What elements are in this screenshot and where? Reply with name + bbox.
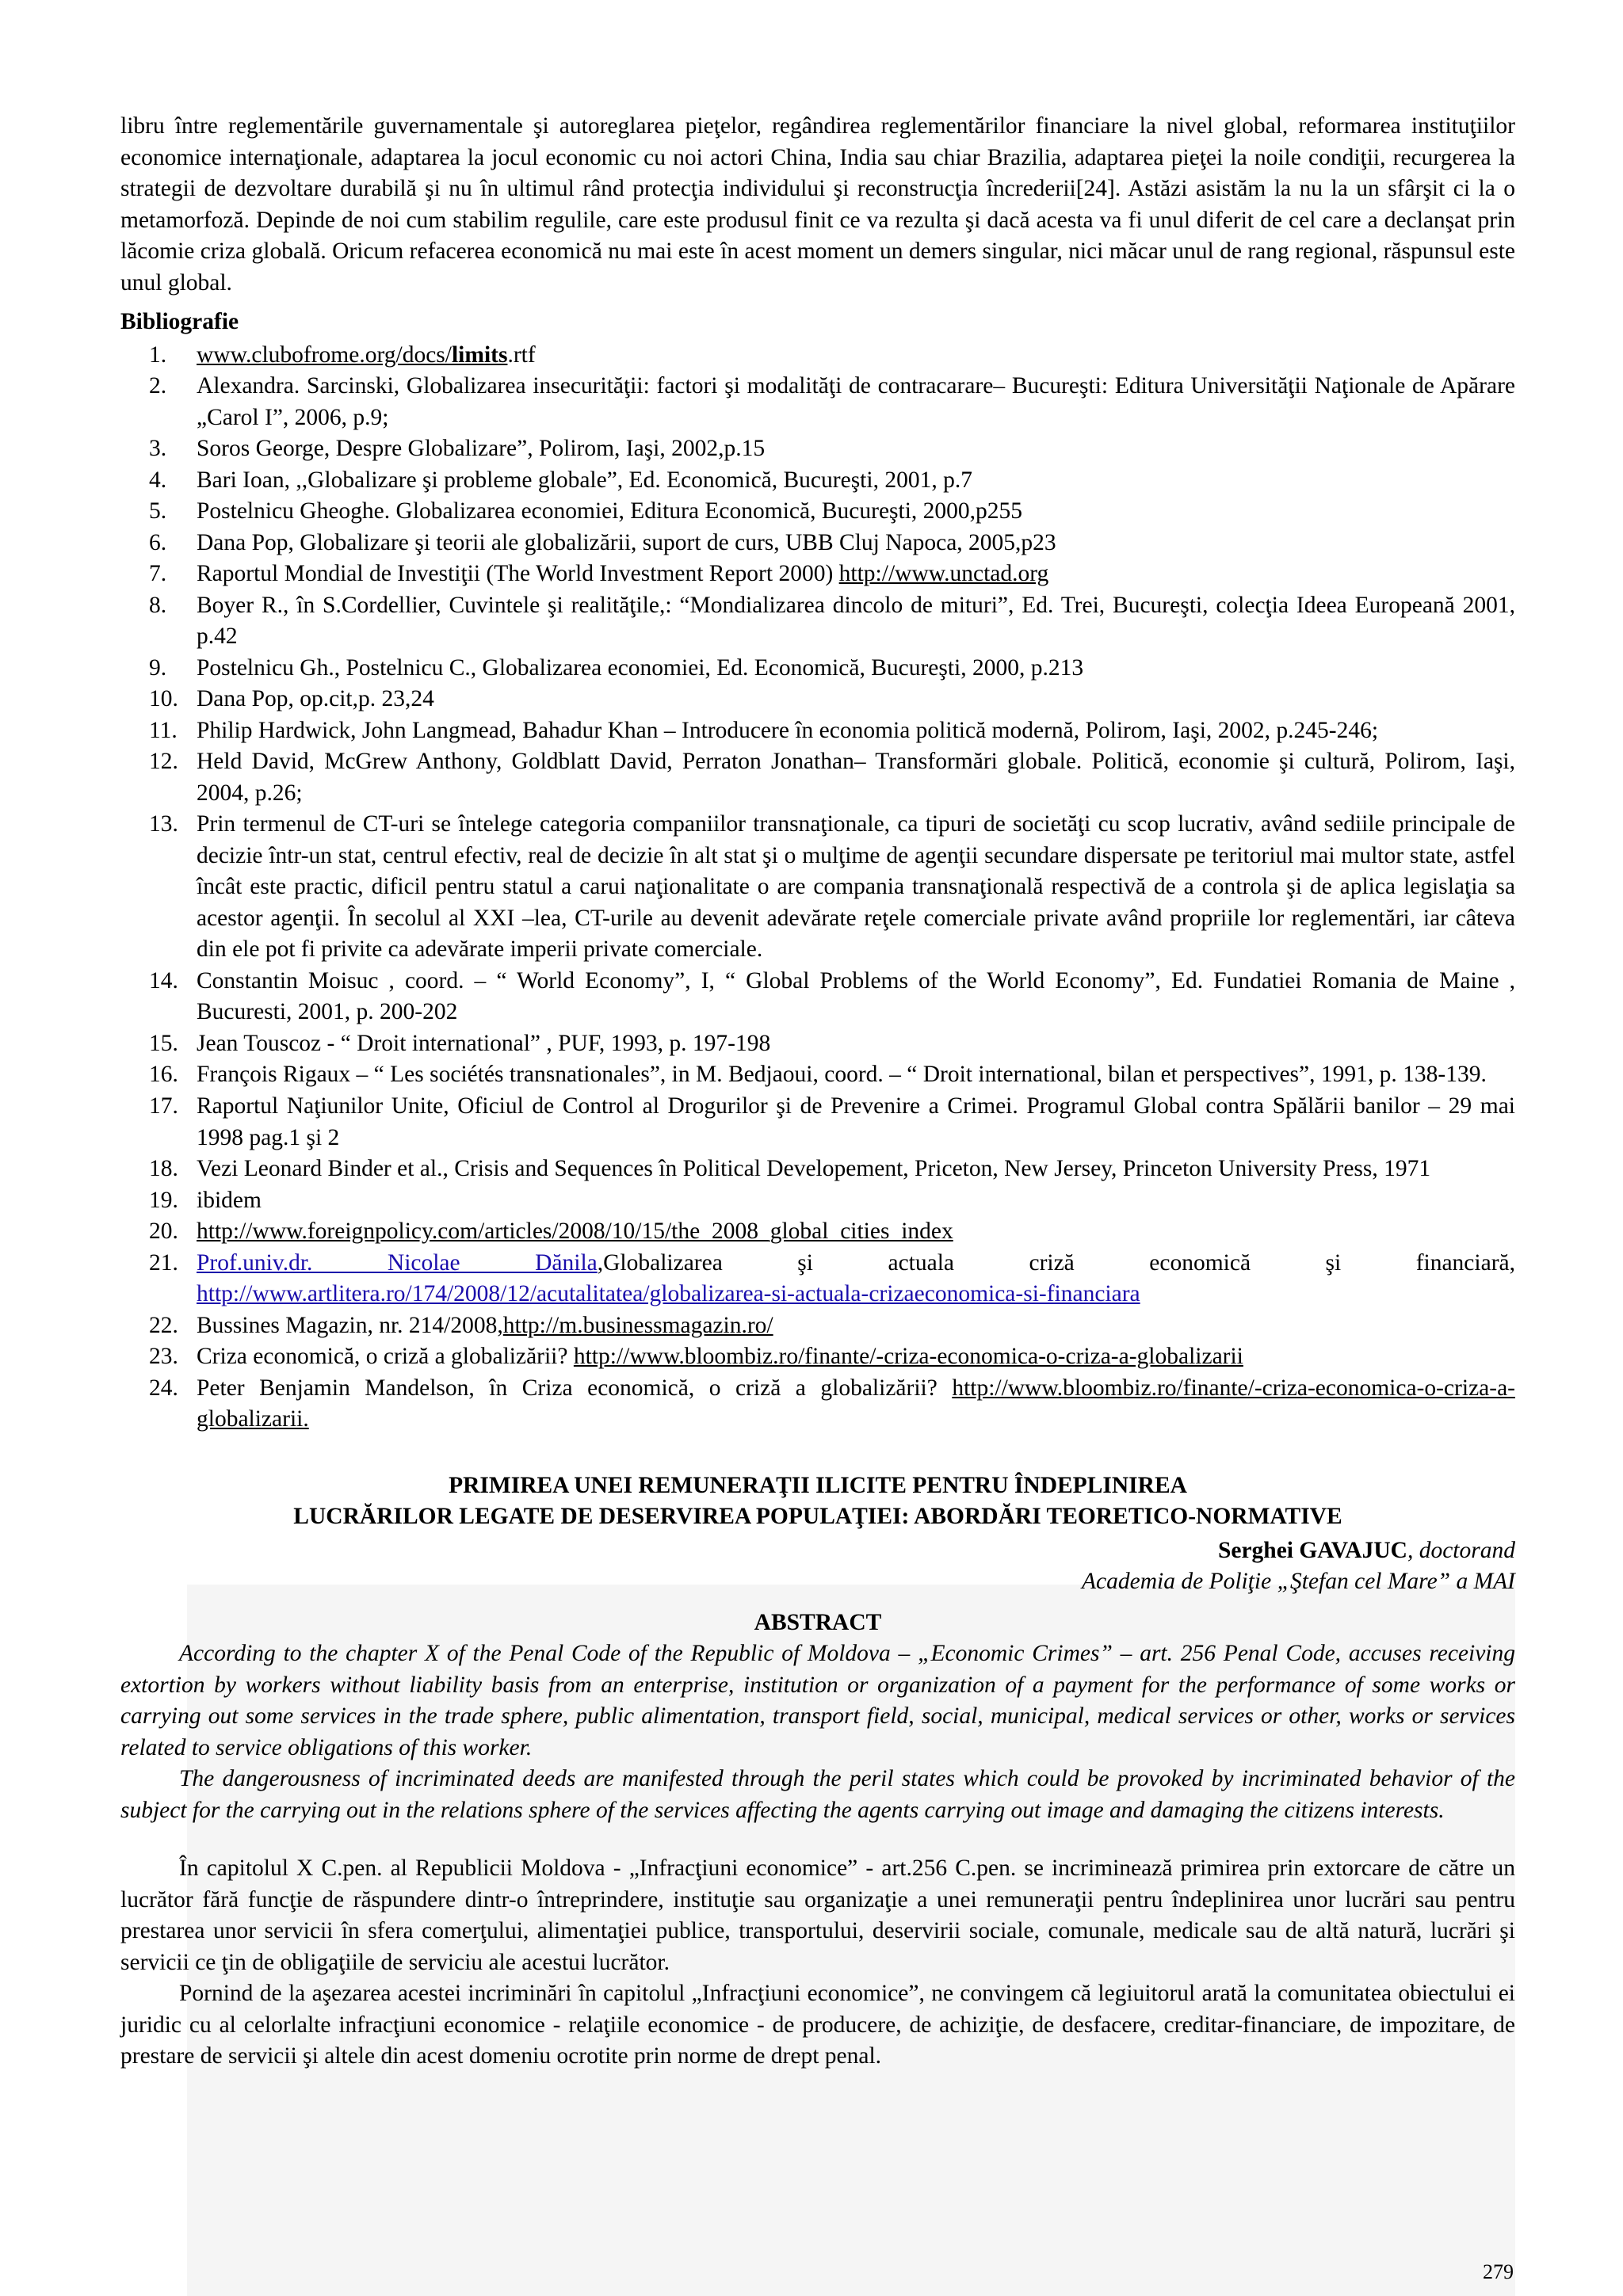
bibliography-link-tail: .rtf: [507, 341, 536, 368]
intro-paragraph: libru între reglementările guvernamentale şi autoreglarea pieţelor, regândirea reglementărilor financiare la nivel global, reformarea instituţiilor economice internaţionale, adaptarea la jocul economic cu noi actori China, India sau chiar Brazilia, adaptarea pieţei la noile condiţii, recurgerea la strategii de dezvoltare durabilă şi nu în ultimul rând protecţia individului şi reconstrucţia încrederii[24]. Astăzi asistăm la nu la un sfârşit ci la o metamorfoză. Depinde de noi cum stabilim regulile, care este produsul finit ce va rezulta şi dacă acesta va fi unul diferit de cel care a declanşat prin lăcomie criza globală. Oricum refacerea economică nu mai este în acest moment un demers singular, nici măcar unul de rang regional, răspunsul este unul global.: [120, 113, 1515, 296]
article-title-line-1: PRIMIREA UNEI REMUNERAŢII ILICITE PENTRU ÎNDEPLINIREA: [449, 1472, 1187, 1498]
author-block: [120, 1535, 1515, 1598]
bibliography-item-number: 8.: [149, 592, 167, 618]
bibliography-link-part: limits: [451, 341, 508, 368]
bibliography-text: Dana Pop, Globalizare şi teorii ale globalizării, suport de curs, UBB Cluj Napoca, 2005,p23: [197, 529, 1056, 555]
bibliography-list: [120, 340, 1515, 1436]
bibliography-text: Vezi Leonard Binder et al., Crisis and Sequences în Political Developement, Priceton, New Jersey, Princeton University Press, 1971: [197, 1156, 1431, 1182]
bibliography-item-number: 10.: [149, 686, 178, 712]
document-body: [120, 111, 1515, 2073]
bibliography-link-part: www.clubofrome.org/docs/: [197, 341, 452, 368]
bibliography-text: Soros George, Despre Globalizare”, Polirom, Iaşi, 2002,p.15: [197, 436, 766, 462]
bibliography-item-number: 12.: [149, 749, 178, 775]
article-body: [120, 1853, 1515, 2073]
bibliography-item: [120, 371, 1515, 433]
bibliography-item-number: 11.: [149, 717, 178, 743]
bibliography-item-number: 15.: [149, 1030, 178, 1056]
bibliography-item: [120, 1373, 1515, 1436]
bibliography-text: Bari Ioan, ,,Globalizare şi probleme globale”, Ed. Economică, Bucureşti, 2001, p.7: [197, 467, 972, 493]
bibliography-item: [120, 1310, 1515, 1342]
bibliography-item: [120, 340, 1515, 372]
bibliography-item: [120, 1248, 1515, 1310]
bibliography-link[interactable]: http://m.businessmagazin.ro/: [502, 1312, 773, 1338]
bibliography-item: [120, 746, 1515, 809]
bibliography-link[interactable]: [197, 342, 507, 368]
bibliography-item: [120, 465, 1515, 497]
bibliography-item: [120, 590, 1515, 653]
bibliography-text: François Rigaux – “ Les sociétés transnationales”, in M. Bedjaoui, coord. – “ Droit international, bilan et perspectives”, 1991, p. 138-139.: [197, 1062, 1487, 1088]
bibliography-text: Postelnicu Gheoghe. Globalizarea economiei, Editura Economică, Bucureşti, 2000,p255: [197, 498, 1023, 524]
bibliography-item: [120, 684, 1515, 715]
bibliography-text: Constantin Moisuc , coord. – “ World Economy”, I, “ Global Problems of the World Economy”, Ed. Fundatiei Romania de Maine , Bucuresti, 2001, p. 200-202: [197, 967, 1515, 1025]
bibliography-link[interactable]: http://www.artlitera.ro/174/2008/12/acutalitatea/globalizarea-si-actuala-crizaeconomica-si-financiara: [197, 1281, 1140, 1307]
bibliography-item: [120, 1059, 1515, 1091]
bibliography-item-number: 14.: [149, 967, 178, 994]
bibliography-item-number: 17.: [149, 1093, 178, 1119]
bibliography-text: Boyer R., în S.Cordellier, Cuvintele şi realităţile,: “Mondializarea dincolo de mituri”, Ed. Trei, Bucureşti, colecţia Ideea Europeană 2001, p.42: [197, 592, 1515, 650]
author-name: Serghei GAVAJUC: [1217, 1537, 1407, 1563]
bibliography-text: Held David, McGrew Anthony, Goldblatt David, Perraton Jonathan– Transformări globale. Politică, economie şi cultură, Polirom, Iaşi, 2004, p.26;: [197, 749, 1515, 806]
bibliography-item: [120, 653, 1515, 685]
bibliography-item-number: 18.: [149, 1156, 178, 1182]
bibliography-text: Criza economică, o criză a globalizării?: [197, 1344, 574, 1370]
bibliography-item-number: 7.: [149, 561, 167, 587]
bibliography-link[interactable]: http://www.unctad.org: [838, 561, 1049, 587]
author-role: , doctorand: [1407, 1537, 1515, 1563]
bibliography-item: [120, 1216, 1515, 1248]
bibliography-item: [120, 559, 1515, 590]
bibliography-item-number: 13.: [149, 811, 178, 837]
bibliography-link[interactable]: Prof.univ.dr. Nicolae Dănila: [197, 1249, 598, 1276]
abstract-paragraph-2: The dangerousness of incriminated deeds are manifested through the peril states which could be provoked by incriminated behavior of the subject for the carrying out in the relations sphere of the services affecting the agents carrying out image and damaging the citizens interests.: [120, 1766, 1515, 1823]
article-title: [120, 1470, 1515, 1532]
bibliography-text: Philip Hardwick, John Langmead, Bahadur Khan – Introducere în economia politică modernă, Polirom, Iaşi, 2002, p.245-246;: [197, 717, 1379, 743]
body-paragraph-1: În capitolul X C.pen. al Republicii Moldova - „Infracţiuni economice” - art.256 C.pen. se incriminează primirea prin extorcare de către un lucrător fără funcţie de răspundere dintr-o întreprindere, instituţie sau organizaţie a unei remuneraţii pentru îndeplinirea unor lucrări sau pentru prestarea unor servicii în sfera comerţului, alimentaţiei publice, transportului, deservirii sociale, comunale, medicale sau de altă natură, lucrări şi servicii ce ţin de obligaţiile de serviciu ale acestui lucrător.: [120, 1855, 1515, 1975]
bibliography-item: [120, 496, 1515, 528]
bibliography-item-number: 5.: [149, 498, 167, 524]
bibliography-item-number: 1.: [149, 341, 167, 368]
body-paragraph-2: Pornind de la aşezarea acestei incriminări în capitolul „Infracţiuni economice”, ne convingem că legiuitorul arată la comunitatea obiectului ei juridic cu al celorlalte infracţiuni economice - relaţiile economice - de producere, de achiziţie, de desfacere, creditar-financiare, de impozitare, de prestare de servicii şi altele din acest domeniu ocrotite prin norme de drept penal.: [120, 1981, 1515, 2069]
bibliography-text: Raportul Naţiunilor Unite, Oficiul de Control al Drogurilor şi de Prevenire a Crimei. Programul Global contra Spălării banilor – 29 mai 1998 pag.1 şi 2: [197, 1093, 1515, 1150]
bibliography-item-number: 19.: [149, 1187, 178, 1213]
page-number: 279: [1483, 2260, 1514, 2283]
bibliography-text: ibidem: [197, 1187, 262, 1213]
bibliography-text: Postelnicu Gh., Postelnicu C., Globalizarea economiei, Ed. Economică, Bucureşti, 2000, p.213: [197, 654, 1084, 681]
bibliography-item-number: 6.: [149, 529, 167, 555]
bibliography-item: [120, 1185, 1515, 1217]
bibliography-item-number: 3.: [149, 436, 167, 462]
bibliography-text: Raportul Mondial de Investiţii (The World Investment Report 2000): [197, 561, 839, 587]
bibliography-item: [120, 1091, 1515, 1154]
bibliography-text: ,Globalizarea şi actuala criză economică şi financiară,: [597, 1249, 1515, 1276]
abstract-paragraph-1: According to the chapter X of the Penal Code of the Republic of Moldova – „Economic Crimes” – art. 256 Penal Code, accuses receiving extortion by workers without liability basis from an enterprise, institution or organization of a payment for the performance of some works or carrying out some services in the trade sphere, public alimentation, transport field, social, municipal, medical services or other, works or services related to service obligations of this worker.: [120, 1641, 1515, 1760]
bibliography-item: [120, 1154, 1515, 1185]
bibliography-text: Dana Pop, op.cit,p. 23,24: [197, 686, 434, 712]
bibliography-link[interactable]: http://www.foreignpolicy.com/articles/2008/10/15/the_2008_global_cities_index: [197, 1219, 953, 1245]
bibliography-item-number: 9.: [149, 654, 167, 681]
bibliography-text: Jean Touscoz - “ Droit international” , PUF, 1993, p. 197-198: [197, 1030, 771, 1056]
bibliography-item-number: 21.: [149, 1249, 178, 1276]
bibliography-link[interactable]: http://www.bloombiz.ro/finante/-criza-economica-o-criza-a-globalizarii: [573, 1344, 1243, 1370]
bibliography-item-number: 20.: [149, 1219, 178, 1245]
bibliography-heading: Bibliografie: [120, 309, 239, 335]
bibliography-item-number: 16.: [149, 1062, 178, 1088]
bibliography-item: [120, 809, 1515, 966]
bibliography-item-number: 23.: [149, 1344, 178, 1370]
bibliography-text: Alexandra. Sarcinski, Globalizarea insecurităţii: factori şi modalităţi de contracarare– Bucureşti: Editura Universităţii Naţionale de Apărare „Carol I”, 2006, p.9;: [197, 373, 1515, 430]
bibliography-text: Prin termenul de CT-uri se întelege categoria companiilor transnaţionale, ca tipuri de societăţi cu scop lucrativ, având sediile principale de decizie într-un stat, centrul efectiv, real de decizie în alt stat şi o mulţime de agenţii secundare dispersate pe teritoriul mai multor state, astfel încât este practic, dificil pentru statul a carui naţionalitate o are compania transnaţională respectivă de a controla şi de aplica legislaţia sa acestor agenţii. În secolul al XXI –lea, CT-urile au devenit adevărate reţele comerciale private având propriile lor reglementări, iar câteva din ele pot fi privite ca adevărate imperii private comerciale.: [197, 811, 1515, 963]
author-affiliation: Academia de Poliţie „Ştefan cel Mare” a MAI: [1082, 1569, 1515, 1595]
bibliography-item: [120, 433, 1515, 465]
bibliography-item-number: 4.: [149, 467, 167, 493]
bibliography-item: [120, 966, 1515, 1028]
article-title-line-2: LUCRĂRILOR LEGATE DE DESERVIREA POPULAŢIEI: ABORDĂRI TEORETICO-NORMATIVE: [293, 1503, 1342, 1529]
bibliography-item: [120, 715, 1515, 747]
bibliography-item-number: 22.: [149, 1312, 178, 1338]
abstract-heading: ABSTRACT: [754, 1609, 882, 1635]
bibliography-item-number: 2.: [149, 373, 167, 399]
bibliography-item: [120, 1341, 1515, 1373]
bibliography-item-number: 24.: [149, 1375, 178, 1401]
bibliography-link[interactable]: http://www.bloombiz.ro/finante/-criza-economica-o-criza-a-globalizarii.: [197, 1375, 1515, 1432]
bibliography-text: Peter Benjamin Mandelson, în Criza economică, o criză a globalizării?: [197, 1375, 953, 1401]
bibliography-text: Bussines Magazin, nr. 214/2008,: [197, 1312, 503, 1338]
abstract: [120, 1638, 1515, 1826]
bibliography-item: [120, 1028, 1515, 1060]
bibliography-item: [120, 528, 1515, 559]
